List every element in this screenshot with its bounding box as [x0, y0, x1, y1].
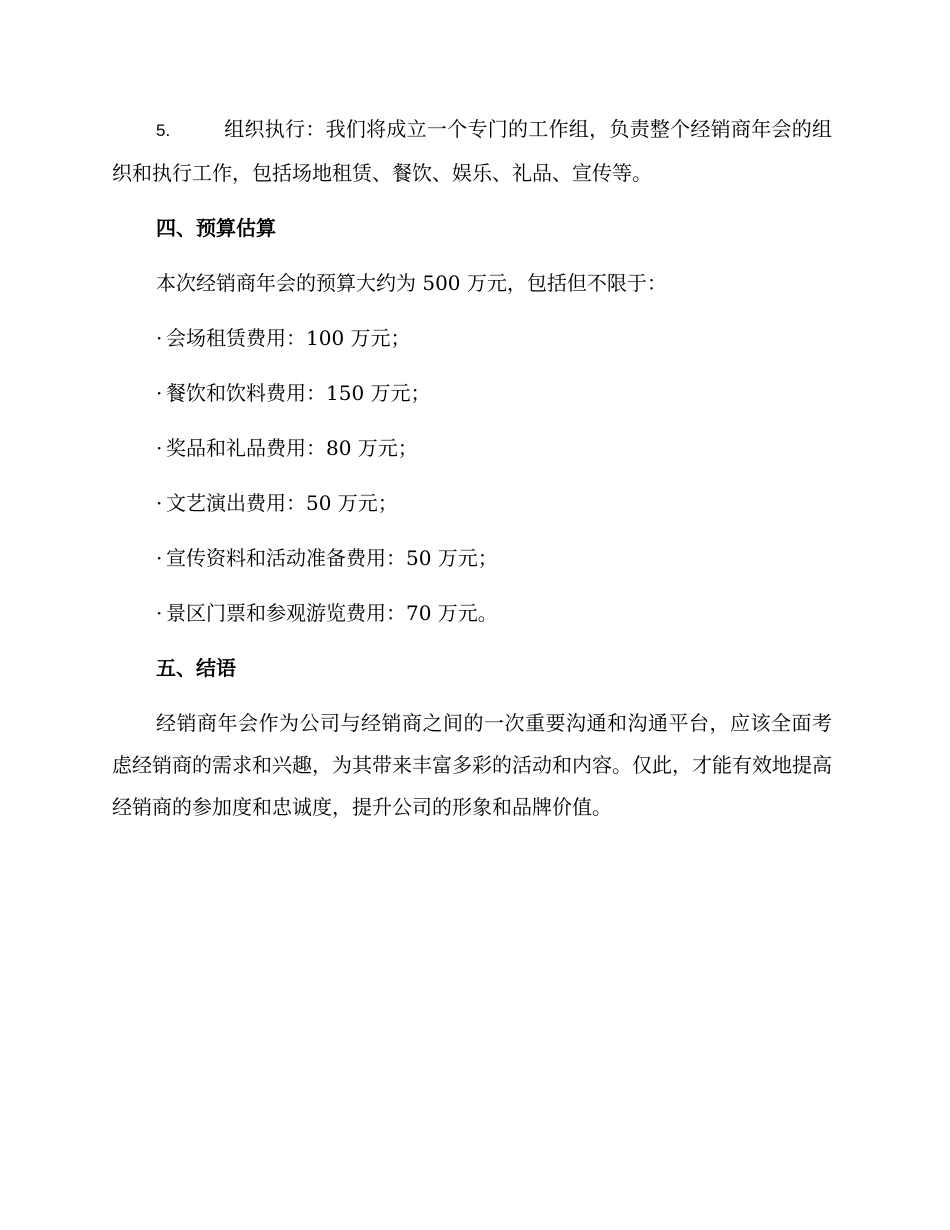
budget-item-text: 文艺演出费用：50 万元；: [166, 491, 398, 515]
item-number: 5.: [156, 121, 171, 140]
budget-item: [112, 372, 832, 414]
section-heading-budget: 四、预算估算: [156, 216, 276, 240]
bullet-icon: ·: [156, 601, 163, 625]
budget-item: [112, 537, 832, 579]
section-heading-conclusion: 五、结语: [156, 656, 236, 680]
conclusion-paragraph: 经销商年会作为公司与经销商之间的一次重要沟通和沟通平台，应该全面考虑经销商的需求和兴趣，为其带来丰富多彩的活动和内容。仅此，才能有效地提高经销商的参加度和忠诚度，提升公司的形象和品牌价值。: [112, 711, 832, 819]
budget-intro: 本次经销商年会的预算大约为 500 万元，包括但不限于：: [156, 271, 667, 295]
budget-item-text: 餐饮和饮料费用：150 万元；: [166, 381, 431, 405]
bullet-icon: ·: [156, 546, 163, 570]
budget-item: [112, 592, 832, 634]
bullet-icon: ·: [156, 381, 163, 405]
budget-item-text: 会场租赁费用：100 万元；: [166, 326, 411, 350]
document-body: [112, 108, 832, 828]
bullet-icon: ·: [156, 436, 163, 460]
budget-item: [112, 427, 832, 469]
bullet-icon: ·: [156, 326, 163, 350]
budget-item: [112, 317, 832, 359]
list-item-5: [112, 108, 832, 194]
budget-item-text: 宣传资料和活动准备费用：50 万元；: [166, 546, 498, 570]
budget-item: [112, 482, 832, 524]
budget-item-text: 奖品和礼品费用：80 万元；: [166, 436, 418, 460]
bullet-icon: ·: [156, 491, 163, 515]
budget-item-text: 景区门票和参观游览费用：70 万元。: [166, 601, 498, 625]
item-text: 组织执行：我们将成立一个专门的工作组，负责整个经销商年会的组织和执行工作，包括场地租赁、餐饮、娱乐、礼品、宣传等。: [112, 117, 832, 185]
